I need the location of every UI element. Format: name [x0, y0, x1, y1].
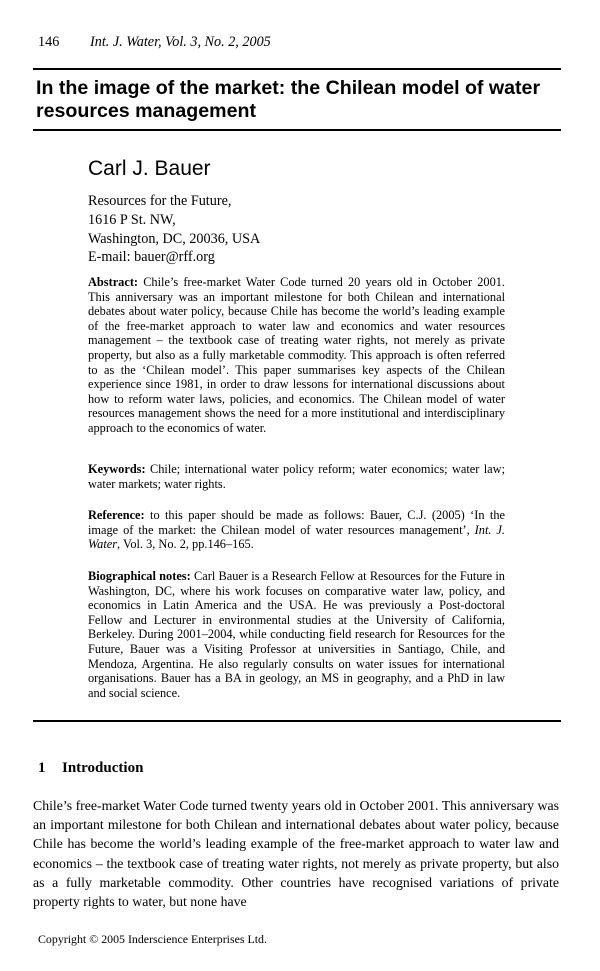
reference-label: Reference: [88, 508, 145, 522]
biographical-notes [88, 569, 505, 700]
abstract-label: Abstract: [88, 275, 139, 289]
affiliation-line: Washington, DC, 20036, USA [88, 230, 261, 247]
section-title: Introduction [62, 760, 144, 776]
keywords-text: Chile; international water policy reform; water economics; water law; water markets; water rights. [88, 462, 506, 491]
title-top-rule [33, 68, 561, 70]
copyright-footer: Copyright © 2005 Inderscience Enterprises Ltd. [38, 932, 267, 946]
keywords-label: Keywords: [88, 462, 146, 476]
section-number: 1 [38, 760, 46, 776]
abstract-bottom-rule [33, 720, 561, 722]
journal-citation: Int. J. Water, Vol. 3, No. 2, 2005 [90, 34, 271, 50]
affiliation-line: Resources for the Future, [88, 193, 232, 209]
bio-text: Carl Bauer is a Research Fellow at Resources for the Future in Washington, DC, where his work focuses on comparative water law, policy, and economics in Latin America and the USA. He was previously a Post-doctoral Fellow and Lecturer in environmental studies at the University of California, Berkeley. During 2001–2004, while conducting field research for Resources for the Future, Bauer was a Visiting Professor at universities in Santiago, Chile, and Mendoza, Argentina. He also regularly consults on water issues for international organisations. Bauer has a BA in geology, an MS in geography, and a PhD in law and social science. [88, 569, 505, 700]
abstract [88, 275, 505, 436]
reference-text: to this paper should be made as follows: Bauer, C.J. (2005) ‘In the image of the market: the Chilean model of water resources management’, [88, 508, 505, 537]
section-heading [38, 760, 143, 777]
reference-text-tail: , Vol. 3, No. 2, pp.146–165. [117, 537, 254, 552]
title-bottom-rule [33, 129, 561, 131]
author-name: Carl J. Bauer [88, 157, 211, 180]
reference [88, 508, 505, 552]
bio-label: Biographical notes: [88, 569, 191, 583]
paper-title: In the image of the market: the Chilean model of water resources management [36, 77, 541, 122]
reference-journal: Int. J. Water [88, 522, 505, 552]
introduction-paragraph: Chile’s free-market Water Code turned twenty years old in October 2001. This anniversary was an important milestone for both Chilean and international debates about water policy, because Chile has become the world’s leading example of the free-market approach to water law and economics – the textbook case of treating water rights, not merely as private property, but also as a fully marketable commodity. Other countries have recognised variations of private property rights to water, but none have [33, 798, 559, 910]
affiliation-line: 1616 P St. NW, [88, 211, 176, 228]
running-header [38, 34, 271, 51]
page-number: 146 [38, 34, 60, 50]
affiliation-email: E-mail: bauer@rff.org [88, 249, 215, 266]
abstract-text: Chile’s free-market Water Code turned 20 years old in October 2001. This anniversary was an important milestone for both Chilean and international debates about water policy, because Chile has become the world’s leading example of the free-market approach to water law and economics and water resources management – the textbook case of treating water rights, not merely as private property, but also as a fully marketable commodity. This approach is often referred to as the ‘Chilean model’. This paper summarises key aspects of the Chilean experience since 1981, in order to draw lessons for international discussions about how to reform water laws, policies, and economics. The Chilean model of water resources management shows the need for a more institutional and interdisciplinary approach to the economics of water. [88, 275, 505, 435]
author-affiliation [88, 192, 260, 267]
keywords [88, 462, 505, 491]
